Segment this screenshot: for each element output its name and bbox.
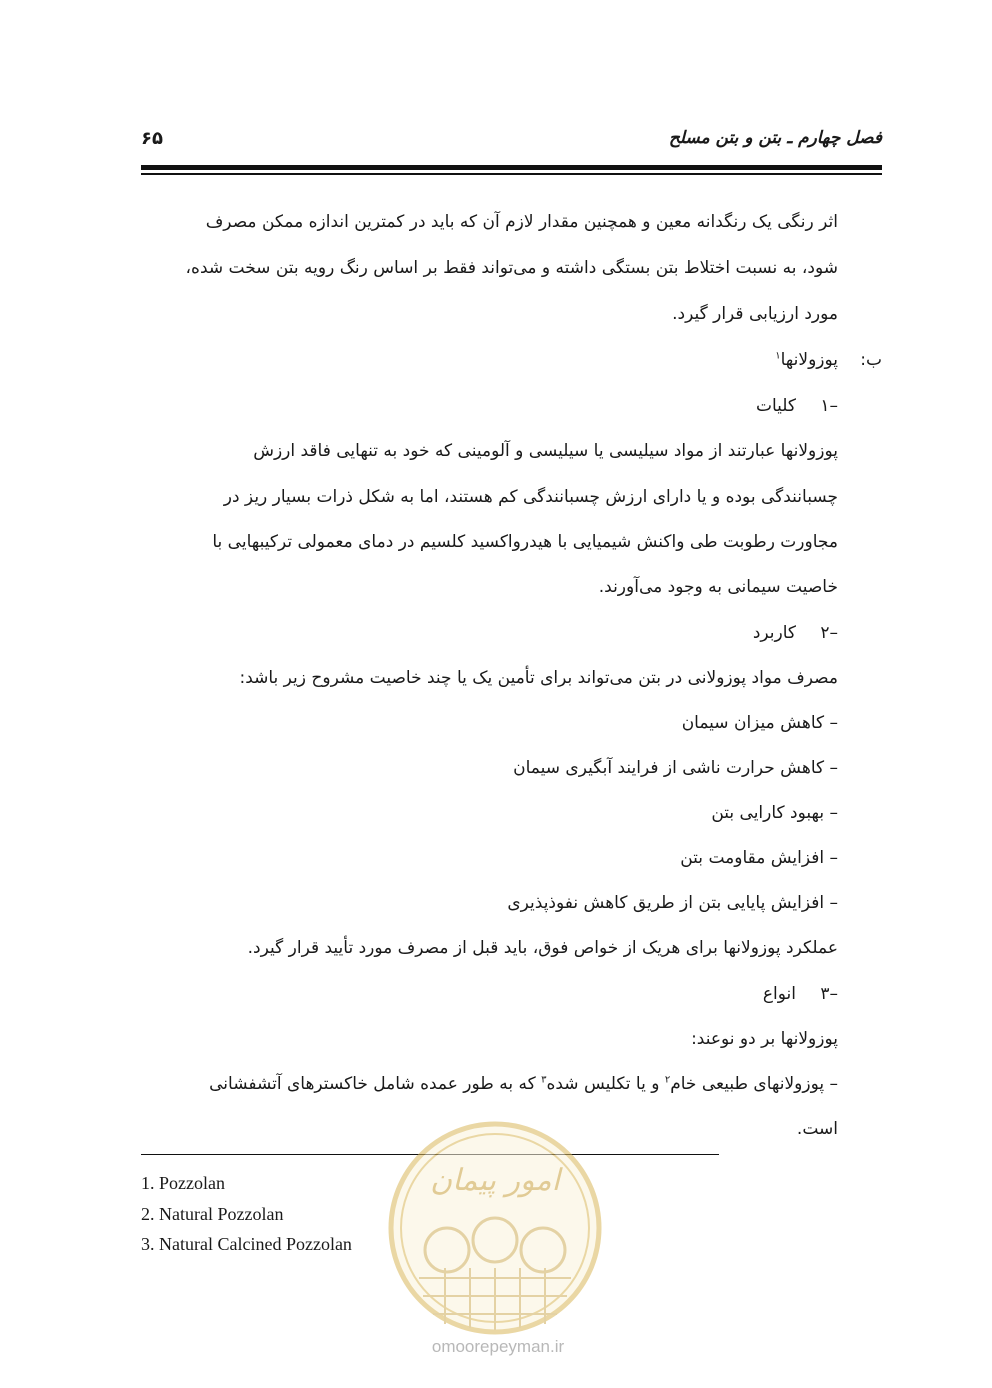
watermark-url: omoorepeyman.ir	[431, 1337, 565, 1356]
sub2-item-5: – افزایش پایایی بتن از طریق کاهش نفوذپذیری	[507, 893, 838, 913]
intro-line-3: مورد ارزیابی قرار گیرد.	[672, 304, 838, 324]
watermark-stamp-logo	[385, 1118, 605, 1338]
sub3-title: انواع	[762, 984, 796, 1004]
sub2-item-1: – کاهش میزان سیمان	[681, 713, 838, 733]
svg-text:امور پیمان: امور پیمان	[430, 1163, 560, 1198]
footnote-ref-1: ۱	[775, 350, 781, 362]
sub1-line-2: چسبانندگی بوده و یا دارای ارزش چسبانندگی کم هستند، اما به شکل ذرات بسیار ریز در	[223, 487, 838, 507]
sub3-item	[209, 1074, 838, 1094]
sub1-line-4: خاصیت سیمانی به وجود می‌آورند.	[598, 577, 838, 597]
sub3-item-cont: است.	[796, 1119, 838, 1139]
sub1-line-3: مجاورت رطوبت طی واکنش شیمیایی با هیدرواکسید کلسیم در دمای معمولی ترکیبهایی با	[212, 532, 838, 552]
sub2-title: کاربرد	[752, 623, 796, 643]
chapter-title: فصل چهارم ـ بتن و بتن مسلح	[668, 128, 882, 148]
sub3-lead: پوزولانها بر دو نوعند:	[691, 1029, 838, 1049]
intro-line-2: شود، به نسبت اختلاط بتن بستگی داشته و می‌تواند فقط بر اساس رنگ رویه بتن سخت شده،	[185, 258, 838, 278]
page-number: ۶۵	[141, 128, 163, 149]
sub2-number: ۲–	[820, 623, 838, 643]
header-rule-thick	[141, 165, 882, 170]
sub3-number: ۳–	[820, 984, 838, 1004]
sub3-item-part2: و یا تکلیس شده	[546, 1074, 665, 1094]
sub1-title: کلیات	[755, 396, 796, 416]
sub3-item-part3: که به طور عمده شامل خاکسترهای آتشفشانی	[209, 1074, 542, 1094]
section-b-letter: ب:	[860, 350, 882, 370]
sub2-closing: عملکرد پوزولانها برای هریک از خواص فوق، باید قبل از مصرف مورد تأیید قرار گیرد.	[247, 938, 838, 958]
intro-line-1: اثر رنگی یک رنگدانه معین و همچنین مقدار لازم آن که باید در کمترین اندازه ممکن مصرف	[205, 212, 838, 232]
section-b-title	[775, 350, 838, 370]
sub1-number: ۱–	[820, 396, 838, 416]
footnote-ref-2: ۲	[664, 1074, 671, 1086]
footnote-1: 1. Pozzolan	[141, 1173, 225, 1193]
section-b-title-text: پوزولانها	[780, 350, 838, 370]
sub2-lead: مصرف مواد پوزولانی در بتن می‌تواند برای تأمین یک یا چند خاصیت مشروح زیر باشد:	[239, 668, 838, 688]
header-rule-thin	[141, 173, 882, 175]
sub3-item-part1: – پوزولانهای طبیعی خام	[670, 1074, 838, 1094]
sub2-item-4: – افزایش مقاومت بتن	[680, 848, 838, 868]
sub2-item-3: – بهبود کارایی بتن	[711, 803, 838, 823]
sub2-item-2: – کاهش حرارت ناشی از فرایند آبگیری سیمان	[513, 758, 838, 778]
sub1-line-1: پوزولانها عبارتند از مواد سیلیسی یا سیلیسی و آلومینی که خود به تنهایی فاقد ارزش	[253, 441, 838, 461]
footnote-3: 3. Natural Calcined Pozzolan	[141, 1234, 352, 1254]
footnote-ref-3: ۳	[541, 1074, 547, 1086]
footnote-2: 2. Natural Pozzolan	[141, 1204, 284, 1224]
